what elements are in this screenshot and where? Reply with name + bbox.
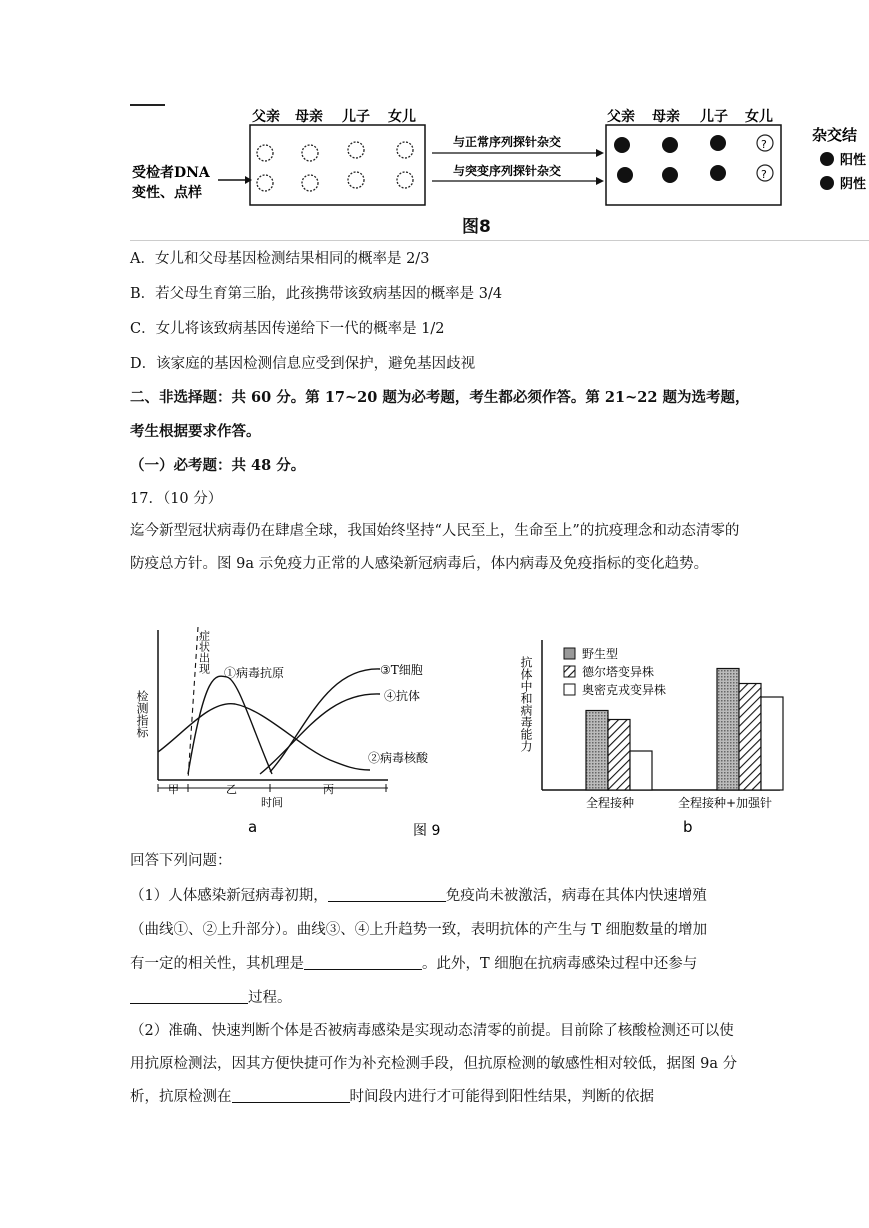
fig8-filled-dots [614, 135, 726, 183]
fig8-question-2: ? [761, 168, 767, 181]
fig9a-curve4-label: ④抗体 [384, 689, 421, 703]
fig9b-bar-0-0 [586, 711, 608, 791]
figure-8 [0, 95, 869, 245]
fig8-label-father-l: 父亲 [252, 109, 280, 125]
fig8-label-daughter-r: 女儿 [745, 109, 773, 125]
fig8-legend-negative: 阴性 [840, 177, 867, 192]
fig8-left-box [250, 125, 425, 205]
section-2-line-1: 二、非选择题：共 60 分。第 17~20 题为必考题，考生都必须作答。第 21~22 题为选考题， [130, 389, 750, 406]
fig9-caption: 图 9 [413, 823, 441, 839]
option-b: B．若父母生育第三胎，此孩携带该致病基因的概率是 3/4 [130, 286, 503, 302]
figure-9 [130, 622, 820, 847]
fig8-left-text-2: 变性、点样 [132, 185, 202, 201]
q1-line-1: （1）人体感染新冠病毒初期， 免疫尚未被激活，病毒在其体内快速增殖 [130, 888, 707, 904]
fig9a-period-bing: 丙 [323, 783, 334, 796]
fig9b-bar-0-2 [630, 751, 652, 790]
fig8-question-1: ? [761, 138, 767, 151]
fig9b-chart [519, 640, 783, 836]
fig9b-bar-1-0 [717, 669, 739, 791]
fig9a-symptom-label: 症状出现 [197, 630, 211, 674]
fig9a-curve1-label: ①病毒抗原 [224, 666, 285, 680]
fig8-label-father-r: 父亲 [607, 109, 635, 125]
section-2-line-2: 考生根据要求作答。 [130, 423, 261, 440]
answer-prompt: 回答下列问题： [130, 853, 232, 869]
fig9a-curve-tcell [270, 669, 380, 772]
q1-line-3: 有一定的相关性，其机理是 。此外，T 细胞在抗病毒感染过程中还参与 [130, 956, 698, 972]
fig8-label-mother-r: 母亲 [652, 109, 680, 125]
fig8-result-title: 杂交结 [812, 126, 858, 144]
subsection-required: （一）必考题：共 48 分。 [130, 457, 306, 474]
answer-blank-2[interactable] [304, 955, 422, 970]
fig8-arrow-mutant-label: 与突变序列探针杂交 [453, 164, 562, 178]
fig9a-xlabel: 时间 [261, 796, 283, 809]
fig9a-period-jia: 甲 [168, 783, 179, 796]
answer-blank-3[interactable] [130, 989, 248, 1004]
fig9a-period-yi: 乙 [226, 783, 237, 796]
option-a: A．女儿和父母基因检测结果相同的概率是 2/3 [130, 251, 430, 267]
fig9b-group-2: 全程接种+加强针 [678, 796, 773, 810]
fig8-arrow-normal-label: 与正常序列探针杂交 [453, 135, 562, 149]
fig9b-group-1: 全程接种 [586, 796, 635, 810]
fig9b-legend-omicron: 奥密克戎变异株 [582, 683, 667, 697]
fig8-left-text-1: 受检者DNA [132, 165, 210, 181]
fig8-label-son-r: 儿子 [700, 109, 728, 125]
fig9b-bar-1-2 [761, 697, 783, 790]
option-d: D．该家庭的基因检测信息应受到保护，避免基因歧视 [130, 356, 476, 372]
divider [130, 240, 869, 241]
q1-line-4: 过程。 [130, 988, 292, 1008]
fig8-legend-positive: 阳性 [840, 153, 867, 168]
fig8-label-daughter-l: 女儿 [388, 109, 416, 125]
fig9b-legend-wild: 野生型 [582, 647, 619, 661]
fig9b-bar-1-1 [739, 684, 761, 791]
question-17-intro: 迄今新型冠状病毒仍在肆虐全球，我国始终坚持“人民至上，生命至上”的抗疫理念和动态清零的防疫总方针。图 9a 示免疫力正常的人感染新冠病毒后，体内病毒及免疫指标的变化趋势。 [130, 523, 740, 572]
fig8-empty-dots [257, 142, 413, 191]
fig8-label-son-l: 儿子 [342, 109, 370, 125]
fig9a-curve-antigen [188, 676, 272, 774]
fig8-right-box [606, 125, 781, 205]
answer-blank-4[interactable] [232, 1088, 350, 1103]
figure-8-caption: 图8 [462, 217, 491, 237]
q2-text: （2）准确、快速判断个体是否被病毒感染是实现动态清零的前提。目前除了核酸检测还可以使用抗原检测法，因其方便快捷可作为补充检测手段，但抗原检测的敏感性相对较低，据图 9a 分析，抗原检测在 时间段内进行才可能得到阳性结果，判断的依据 [130, 1023, 738, 1105]
fig9b-ylabel: 抗体中和病毒能力 [519, 656, 533, 752]
fig8-label-mother-l: 母亲 [295, 109, 323, 125]
fig9b-bar-0-1 [608, 720, 630, 791]
question-17-header: 17．（10 分） [130, 491, 223, 507]
fig9a-curve2-label: ②病毒核酸 [368, 751, 429, 765]
q1-line-2: （曲线①、②上升部分）。曲线③、④上升趋势一致，表明抗体的产生与 T 细胞数量的增加 [130, 922, 708, 938]
fig9a-sublabel: a [248, 818, 258, 836]
fig9b-legend-delta: 德尔塔变异株 [582, 665, 655, 679]
answer-blank-1[interactable] [328, 887, 446, 902]
fig9b-sublabel: b [683, 818, 693, 836]
fig9a-ylabel: 检测指标 [135, 690, 149, 738]
option-c: C．女儿将该致病基因传递给下一代的概率是 1/2 [130, 321, 445, 337]
fig9a-curve3-label: ③T细胞 [380, 663, 423, 677]
